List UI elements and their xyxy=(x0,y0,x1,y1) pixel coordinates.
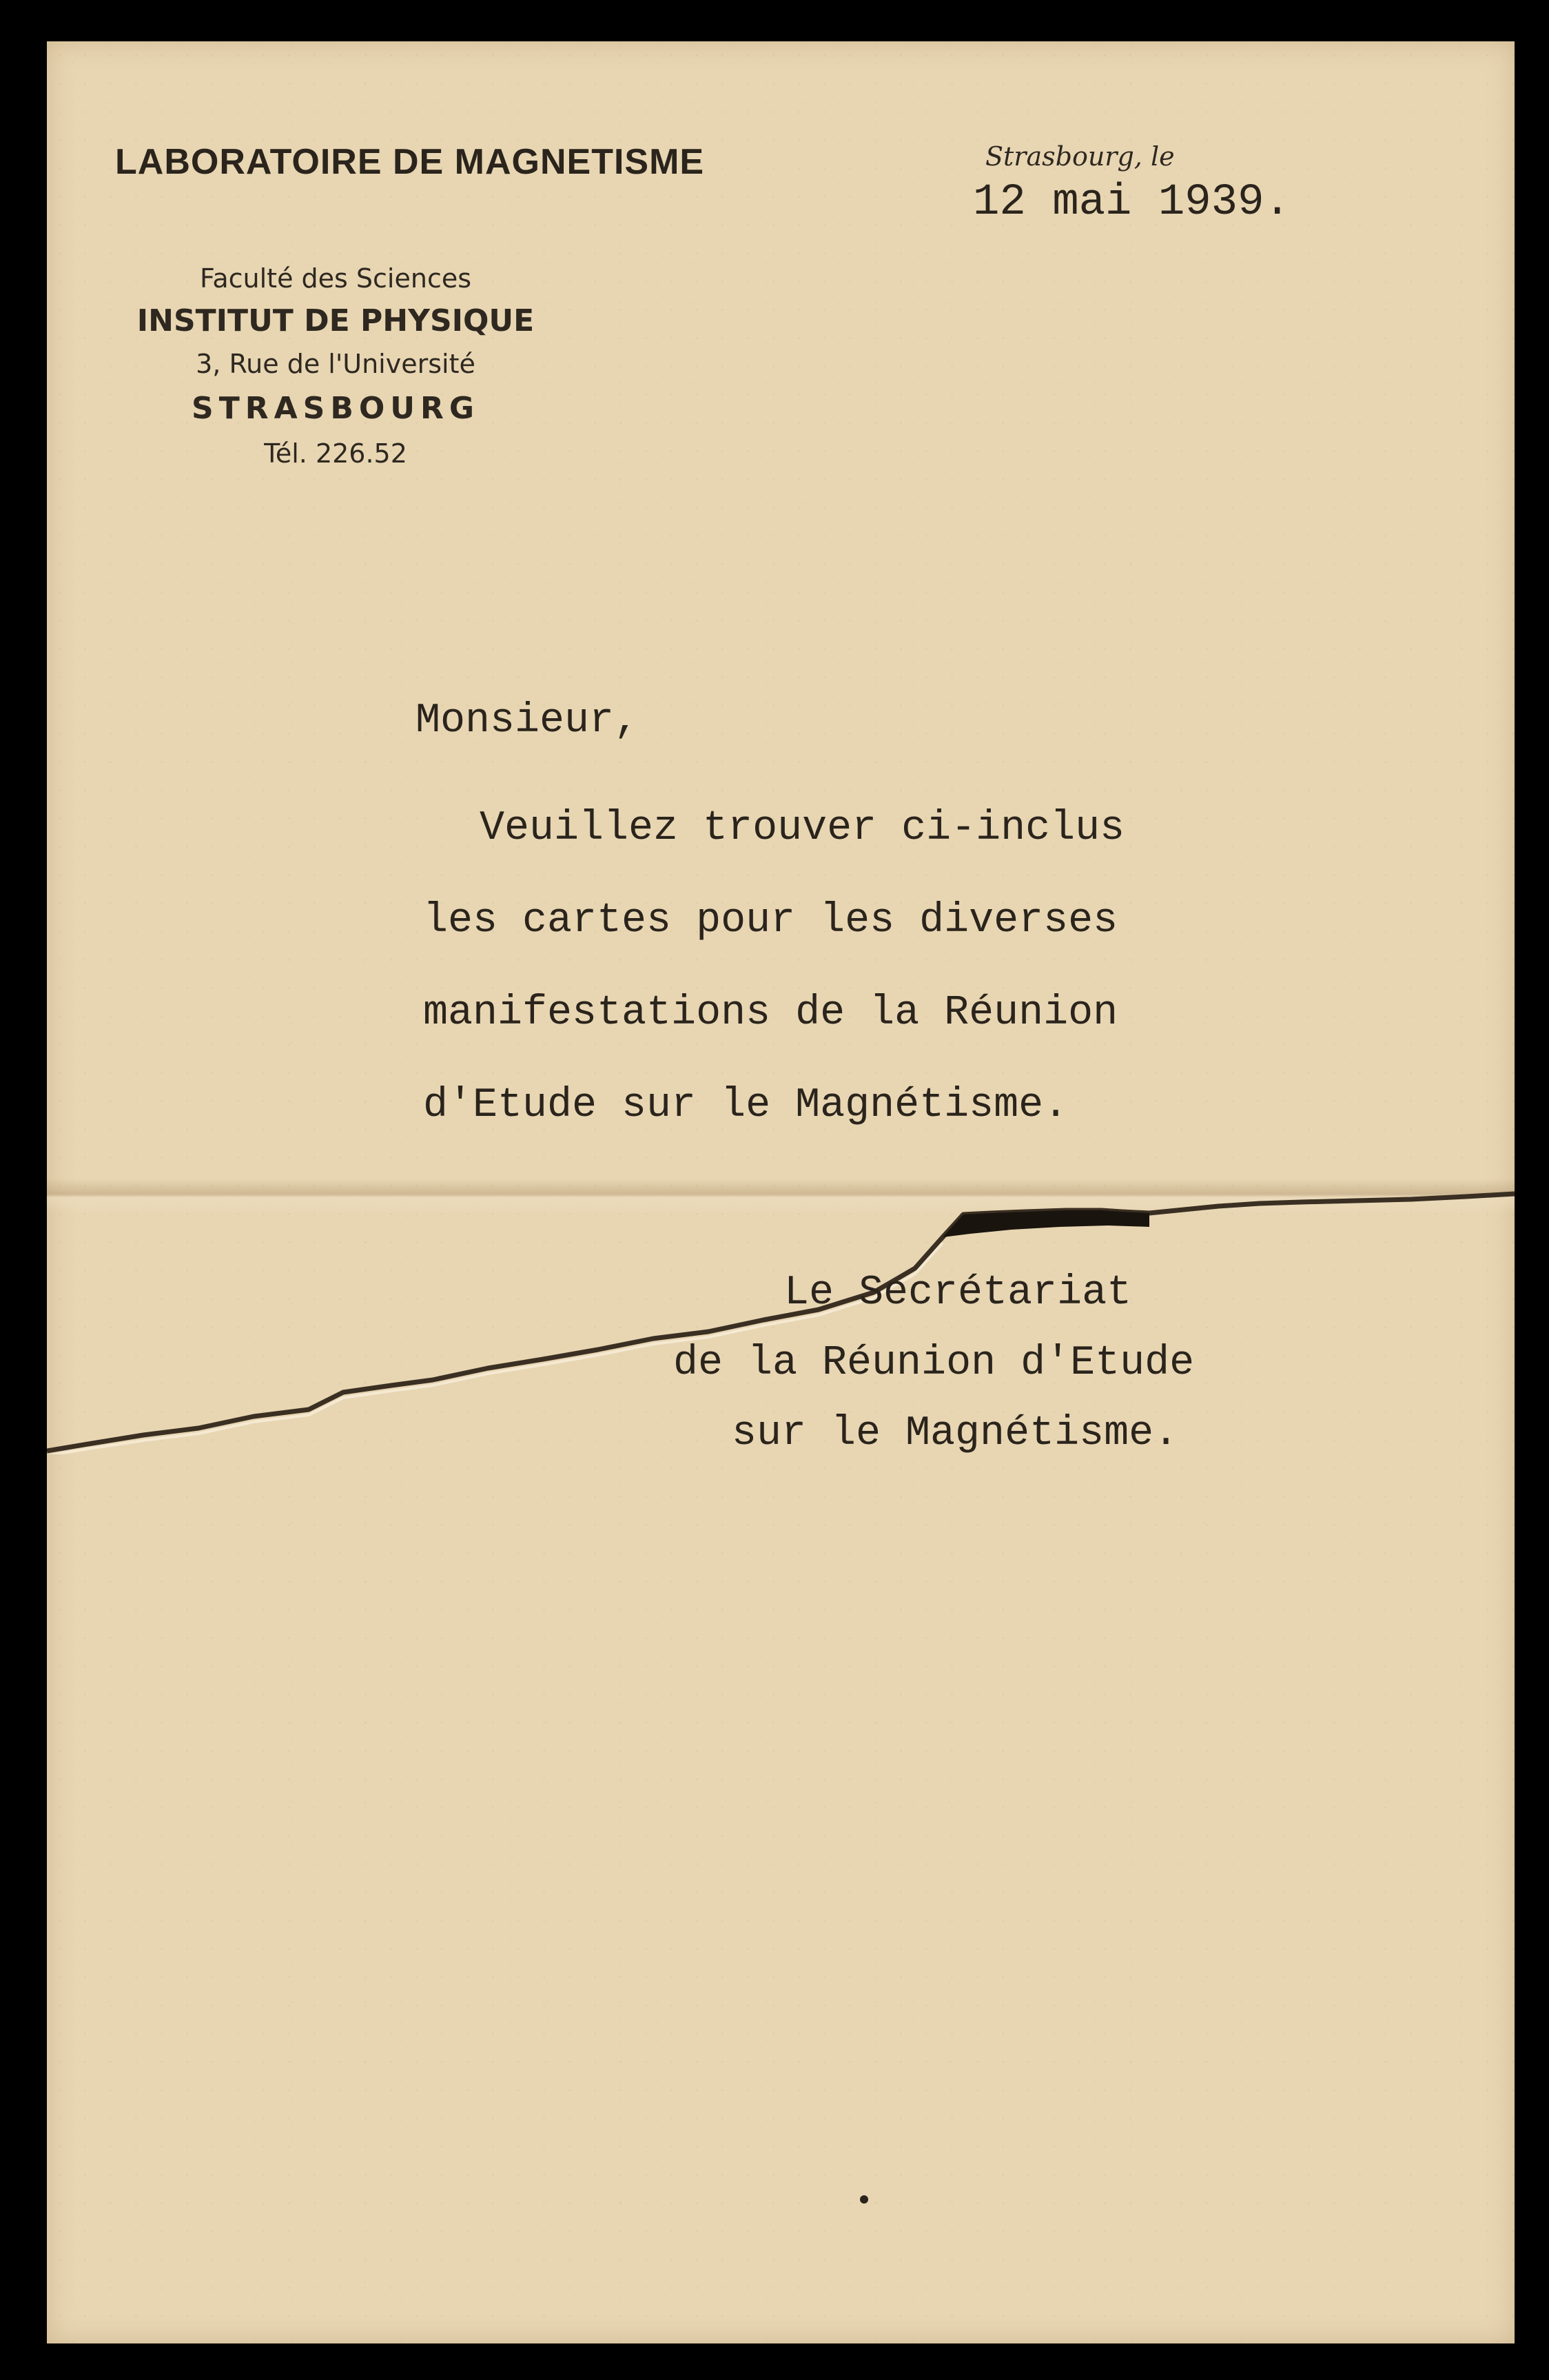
body-line: d'Etude sur le Magnétisme. xyxy=(423,1082,1069,1129)
letter-date: 12 mai 1939. xyxy=(973,178,1291,227)
signature-line: de la Réunion d'Etude xyxy=(673,1340,1195,1387)
ink-spot xyxy=(860,2195,868,2204)
city-line: STRASBOURG xyxy=(192,391,480,426)
place-label: Strasbourg, le xyxy=(985,141,1175,172)
body-line: les cartes pour les diverses xyxy=(423,897,1118,944)
body-line: manifestations de la Réunion xyxy=(423,990,1118,1037)
signature-line: Le Secrétariat xyxy=(784,1270,1132,1316)
institution-address xyxy=(115,256,556,476)
laboratory-name: LABORATOIRE DE MAGNETISME xyxy=(115,142,705,182)
body-line: Veuillez trouver ci-inclus xyxy=(480,805,1125,852)
salutation: Monsieur, xyxy=(416,698,639,744)
signature-line: sur le Magnétisme. xyxy=(732,1410,1179,1457)
street-line: 3, Rue de l'Université xyxy=(196,349,475,379)
phone-line: Tél. 226.52 xyxy=(264,438,407,469)
institute-line: INSTITUT DE PHYSIQUE xyxy=(136,303,535,338)
faculty-line: Faculté des Sciences xyxy=(199,263,472,294)
